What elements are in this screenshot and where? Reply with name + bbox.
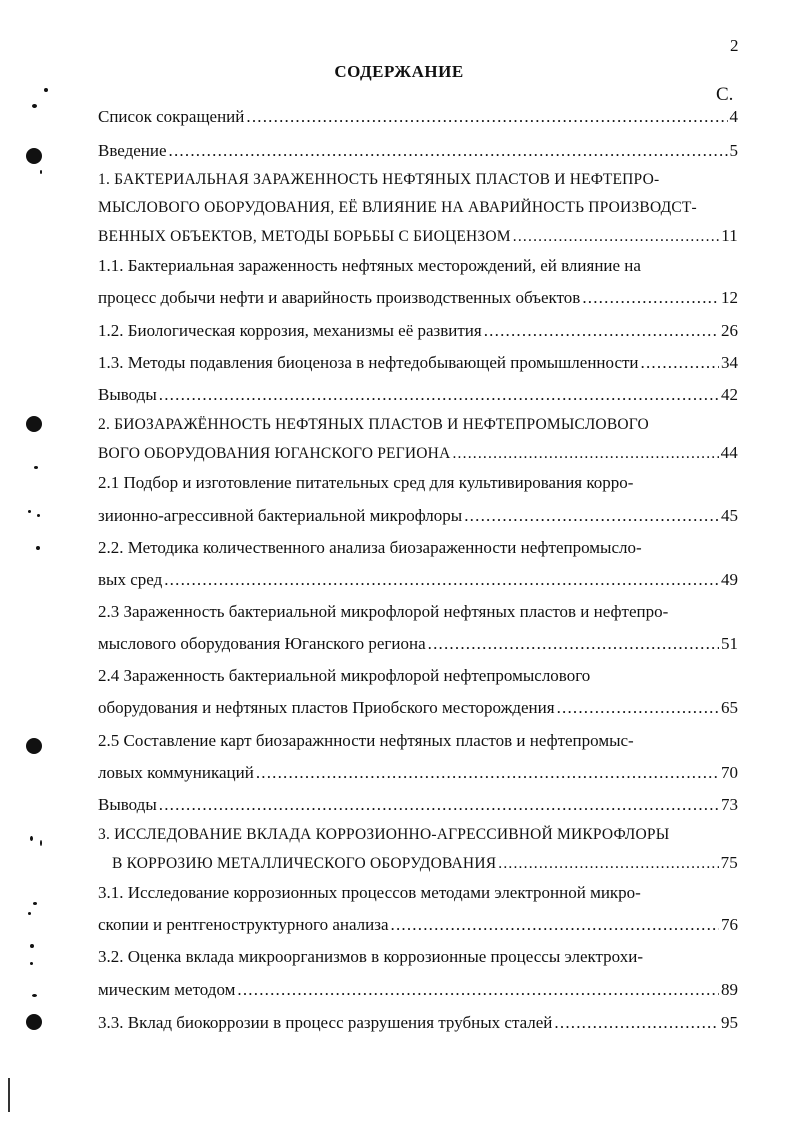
toc-chapter-1-line-3	[98, 225, 738, 248]
toc-section-3-1-line-2	[98, 914, 738, 936]
leader-dots	[169, 140, 728, 162]
scan-speck	[28, 912, 31, 915]
toc-entry-page: 73	[721, 795, 738, 814]
toc-entry-label: Введение	[98, 141, 167, 160]
toc-section-3-2-line-1: 3.2. Оценка вклада микроорганизмов в коррозионные процессы электрохи-	[98, 947, 644, 966]
scan-speck	[40, 840, 42, 846]
leader-dots	[582, 287, 719, 309]
scan-speck	[34, 466, 38, 469]
toc-entry-abbreviations	[98, 106, 738, 128]
toc-chapter-1-line-2: МЫСЛОВОГО ОБОРУДОВАНИЯ, ЕЁ ВЛИЯНИЕ НА АВАРИЙНОСТЬ ПРОИЗВОДСТ-	[98, 199, 697, 216]
toc-entry-label: 3.3. Вклад биокоррозии в процесс разрушения трубных сталей	[98, 1013, 553, 1032]
leader-dots	[641, 352, 719, 374]
toc-entry-page: 51	[721, 634, 738, 653]
toc-section-3-3	[98, 1012, 738, 1034]
scan-speck	[40, 170, 42, 174]
toc-entry-label: В КОРРОЗИЮ МЕТАЛЛИЧЕСКОГО ОБОРУДОВАНИЯ	[112, 855, 497, 872]
scan-speck	[30, 962, 33, 965]
scan-speck	[32, 994, 37, 997]
toc-entry-page: 4	[729, 107, 738, 126]
scan-edge-line	[8, 1078, 10, 1112]
toc-section-2-3-line-2	[98, 633, 738, 655]
leader-dots	[237, 979, 719, 1001]
toc-chapter-2-line-1: 2. БИОЗАРАЖЁННОСТЬ НЕФТЯНЫХ ПЛАСТОВ И НЕФТЕПРОМЫСЛОВОГО	[98, 416, 649, 433]
toc-entry-label: ловых коммуникаций	[98, 763, 254, 782]
leader-dots	[428, 633, 719, 655]
scan-speck	[30, 836, 33, 841]
toc-section-1-1-line-1: 1.1. Бактериальная зараженность нефтяных месторождений, ей влияние на	[98, 256, 641, 275]
leader-dots	[246, 106, 727, 128]
leader-dots	[159, 384, 719, 406]
punch-hole-mark	[26, 416, 42, 432]
leader-dots	[164, 569, 719, 591]
toc-entry-label: зииoнно-агрессивной бактериальной микрофлоры	[98, 506, 463, 525]
toc-conclusions-2	[98, 794, 738, 816]
toc-section-3-1-line-1: 3.1. Исследование коррозионных процессов методами электронной микро-	[98, 883, 641, 902]
toc-entry-page: 42	[721, 385, 738, 404]
leader-dots	[484, 320, 719, 342]
scan-speck	[30, 944, 34, 948]
page-column-label: С.	[716, 84, 734, 105]
toc-entry-label: Выводы	[98, 795, 157, 814]
toc-entry-page: 76	[721, 915, 738, 934]
toc-entry-page: 45	[721, 506, 738, 525]
toc-section-2-2-line-2	[98, 569, 738, 591]
toc-entry-page: 12	[721, 288, 738, 307]
toc-entry-label: мыслового оборудования Юганского региона	[98, 634, 426, 653]
toc-entry-page: 11	[721, 226, 738, 245]
toc-entry-label: скопии и рентгеноструктурного анализа	[98, 915, 389, 934]
toc-entry-label: ВЕННЫХ ОБЪЕКТОВ, МЕТОДЫ БОРЬБЫ С БИОЦЕНЗОМ	[98, 228, 511, 245]
toc-chapter-3-line-2	[112, 852, 738, 875]
toc-entry-page: 34	[721, 353, 738, 372]
leader-dots	[159, 794, 719, 816]
toc-conclusions-1	[98, 384, 738, 406]
toc-entry-page: 26	[721, 321, 738, 340]
toc-entry-page: 95	[721, 1013, 738, 1032]
toc-section-1-3	[98, 352, 738, 374]
page-title: СОДЕРЖАНИЕ	[334, 62, 464, 81]
toc-section-3-2-line-2	[98, 979, 738, 1001]
toc-entry-label: оборудования и нефтяных пластов Приобского месторождения	[98, 698, 555, 717]
toc-entry-page: 44	[720, 443, 738, 462]
leader-dots	[557, 697, 719, 719]
leader-dots	[452, 443, 718, 465]
toc-section-2-4-line-2	[98, 697, 738, 719]
toc-entry-introduction	[98, 140, 738, 162]
toc-entry-page: 49	[721, 570, 738, 589]
page-number: 2	[730, 36, 739, 55]
leader-dots	[498, 853, 718, 875]
toc-entry-page: 89	[721, 980, 738, 999]
leader-dots	[256, 762, 719, 784]
leader-dots	[391, 914, 720, 936]
scan-speck	[44, 88, 48, 92]
toc-entry-page: 70	[721, 763, 738, 782]
toc-section-1-2	[98, 320, 738, 342]
toc-section-2-2-line-1: 2.2. Методика количественного анализа биозараженности нефтепромысло-	[98, 538, 642, 557]
toc-entry-page: 65	[721, 698, 738, 717]
toc-entry-label: Выводы	[98, 385, 157, 404]
leader-dots	[464, 505, 719, 527]
leader-dots	[513, 226, 719, 248]
scan-speck	[32, 104, 37, 108]
scan-speck	[28, 510, 31, 513]
toc-chapter-2-line-2	[98, 442, 738, 465]
toc-chapter-1-line-1: 1. БАКТЕРИАЛЬНАЯ ЗАРАЖЕННОСТЬ НЕФТЯНЫХ ПЛАСТОВ И НЕФТЕПРО-	[98, 171, 660, 188]
toc-chapter-3-line-1: 3. ИССЛЕДОВАНИЕ ВКЛАДА КОРРОЗИОННО-АГРЕССИВНОЙ МИКРОФЛОРЫ	[98, 826, 670, 843]
toc-entry-label: 1.3. Методы подавления биоценоза в нефтедобывающей промышленности	[98, 353, 639, 372]
toc-entry-page: 75	[720, 853, 738, 872]
toc-section-1-1-line-2	[98, 287, 738, 309]
toc-entry-label: Список сокращений	[98, 107, 245, 126]
scan-speck	[33, 902, 37, 905]
toc-entry-label: вых сред	[98, 570, 163, 589]
toc-section-2-1-line-2	[98, 505, 738, 527]
toc-section-2-1-line-1: 2.1 Подбор и изготовление питательных сред для культивирования корро-	[98, 473, 634, 492]
scan-speck	[37, 514, 40, 517]
punch-hole-mark	[26, 738, 42, 754]
scan-speck	[36, 546, 40, 550]
toc-section-2-5-line-1: 2.5 Составление карт биозаражнности нефтяных пластов и нефтепромыс-	[98, 731, 634, 750]
toc-entry-page: 5	[729, 141, 738, 160]
leader-dots	[554, 1012, 719, 1034]
toc-section-2-5-line-2	[98, 762, 738, 784]
punch-hole-mark	[26, 1014, 42, 1030]
toc-entry-label: мическим методом	[98, 980, 236, 999]
toc-entry-label: 1.2. Биологическая коррозия, механизмы её развития	[98, 321, 482, 340]
toc-section-2-4-line-1: 2.4 Зараженность бактериальной микрофлорой нефтепромыслового	[98, 666, 591, 685]
toc-entry-label: процесс добычи нефти и аварийность производственных объектов	[98, 288, 581, 307]
punch-hole-mark	[26, 148, 42, 164]
toc-entry-label: ВОГО ОБОРУДОВАНИЯ ЮГАНСКОГО РЕГИОНА	[98, 445, 451, 462]
toc-section-2-3-line-1: 2.3 Зараженность бактериальной микрофлорой нефтяных пластов и нефтепро-	[98, 602, 669, 621]
